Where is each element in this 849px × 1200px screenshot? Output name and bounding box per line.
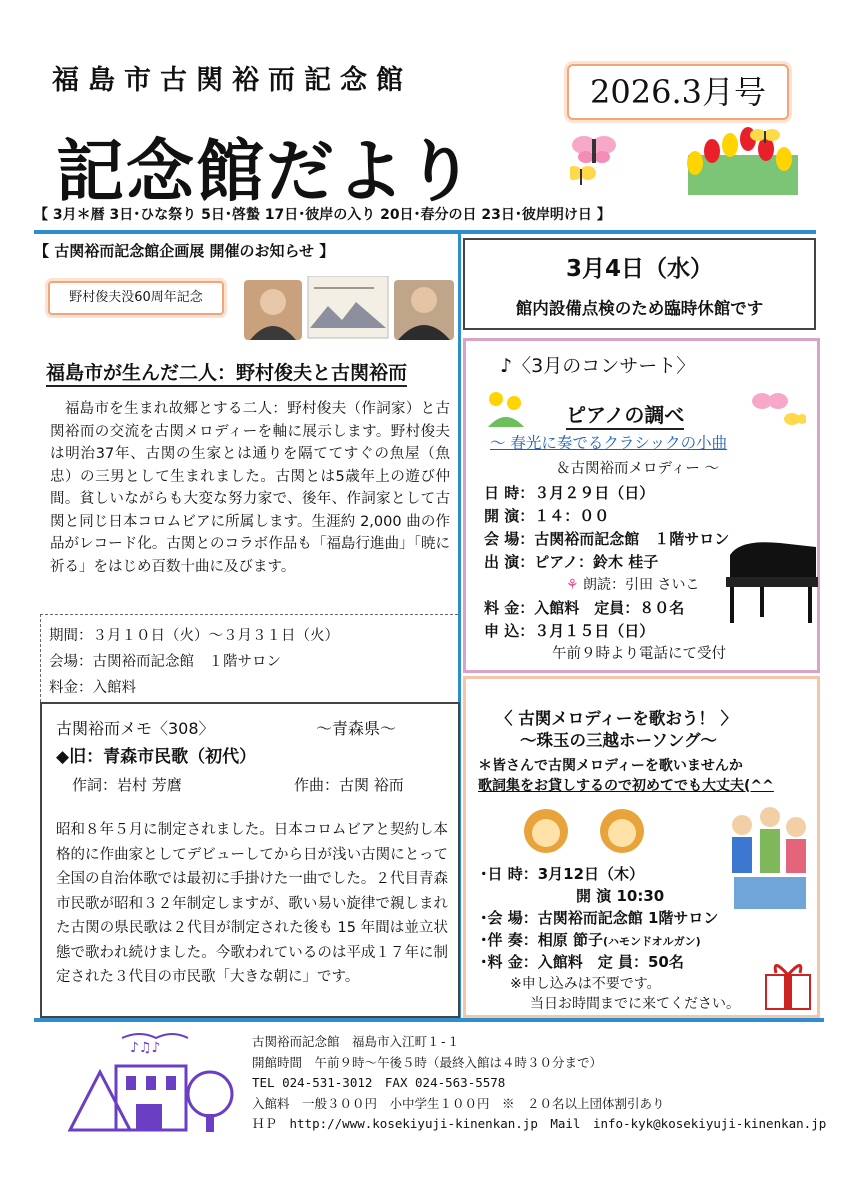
singalong-fee: ･料 金：入館料 定 員：50名 [480,953,684,971]
singalong-venue: ･会 場：古関裕而記念館 1階サロン [480,909,719,927]
singalong-title-2: ～珠玉の三越ホーソング～ [520,731,718,750]
concert-apply: 申 込：３月１５日（日） [484,622,655,640]
bottom-divider [34,1018,824,1022]
flower-icon [484,387,528,427]
portrait-photo [394,280,454,340]
monthly-calendar: 【 3月＊暦 3日･ひな祭り 5日･啓蟄 17日･彼岸の入り 20日･春分の日 23日･彼岸明け日 】 [34,207,611,223]
memo-region: ～青森県～ [316,719,397,738]
singalong-no-apply: ※申し込みは不要です。 [510,976,661,992]
concert-subtitle-2: ＆古関裕而メロディー ～ [556,461,719,477]
singalong-accompanist [480,929,701,950]
memo-box [40,702,460,1018]
singalong-note-2: 歌詞集をお貸しするので初めてでも大丈夫(^^ [478,778,774,794]
museum-building-illustration [60,1030,240,1140]
concert-start: 開 演：１４：００ [484,507,610,525]
singalong-box [463,676,820,1018]
singalong-arrive: 当日お時間までに来てください。 [530,996,740,1012]
butterfly-icon [570,166,596,185]
top-divider [34,230,816,234]
portrait-photo [244,280,302,340]
exhibit-section-head: 【 古関裕而記念館企画展 開催のお知らせ 】 [34,242,335,260]
concert-apply-note: 午前９時より電話にて受付 [552,646,726,662]
concert-subtitle-1: ～ 春光に奏でるクラシックの小曲 [490,434,728,452]
concert-box [463,338,820,673]
exhibit-body: 福島市を生まれ故郷とする二人：野村俊夫（作詞家）と古関裕而の交流を古関メロディーを軸に展示します。野村俊夫は明治37年、古関の生家とは通りを隔ててすぐの魚屋（魚忠）の三男として生まれました。古関とは5歳年上の遊び仲間。貧しいながらも大変な努力家で、後年、作詞家として古関と同じ日本コロムビアに所属します。生涯約 2,000 曲の作品がレコード化。古関とのコラボ作品も「福島行進曲」「暁に祈る」をはじめ百数十曲に及びます。 [50,401,450,575]
exhibit-fee: 料金：入館料 [49,680,136,696]
gift-box-icon [762,957,814,1013]
closure-text: 館内設備点検のため臨時休館です [515,299,764,318]
singalong-instrument: (ハモンドオルガン) [602,935,701,948]
piano-icon [720,537,820,629]
tulip-icon: ⚘ [566,577,579,593]
footer-admission: 入館料 一般３００円 小中学生１００円 ※ ２０名以上団体割引あり [252,1095,665,1111]
lion-icon [522,803,646,859]
spring-decoration [570,125,820,200]
memo-body: 昭和８年５月に制定されました。日本コロムビアと契約し本格的に作曲家としてデビューしてから日が浅い古関にとって全国の自治体歌では最初に手掛けた一曲でした。２代目青森市民歌が昭和３２年制定しますが、歌い易い旋律で親しまれた古関の県民歌は２代目が制定された後も 15 年間は並立状態で歌われ続けました。今歌われているのは平成１７年に制定された３代目の市民歌「大きな朝に」です。 [56,822,448,985]
exhibit-photos [244,276,456,342]
memo-composer: 作曲：古関 裕而 [294,776,404,794]
exhibit-heading: 福島市が生んだ二人：野村俊夫と古関裕而 [46,358,407,387]
closure-date: 3月4日（水） [565,256,713,282]
closure-notice [463,238,816,330]
concert-heading: ♪〈3月のコンサート〉 [500,355,696,377]
exhibit-venue: 会場：古関裕而記念館 １階サロン [49,654,281,670]
butterfly-icon [572,136,616,163]
museum-name: 福島市古関裕而記念館 [52,65,412,96]
concert-reader [566,574,699,594]
footer-phone: TEL 024-531-3012 FAX 024-563-5578 [252,1075,506,1090]
footer-hours: 開館時間 午前９時～午後５時（最終入館は４時３０分まで） [252,1054,603,1070]
svg-text:♪♫♪: ♪♫♪ [130,1040,161,1056]
issue-label: 2026.3月号 [567,64,789,120]
concert-venue: 会 場：古関裕而記念館 １階サロン [484,530,730,548]
singalong-title-1: 〈 古関メロディーを歌おう！ 〉 [496,709,738,728]
footer-address: 古関裕而記念館 福島市入江町１-１ [252,1034,460,1049]
concert-performer: 出 演：ピアノ：鈴木 桂子 [484,553,659,571]
butterfly-icon [750,387,806,433]
singalong-accompanist-name: ･伴 奏：相原 節子 [480,931,603,949]
footer-info [252,1032,826,1135]
exhibit-period: 期間：３月１０日（火）～３月３１日（火） [49,628,339,644]
memo-song: ◆旧：青森市民歌（初代） [56,747,257,767]
singalong-note-1: ＊皆さんで古関メロディーを歌いませんか [478,758,743,774]
concert-fee: 料 金：入館料 定員：８０名 [484,599,685,617]
exhibit-info-box [40,614,458,702]
memo-title: 古関裕而メモ〈308〉 [56,719,215,738]
concert-reader-text: 朗読：引田 さいこ [583,577,700,593]
singalong-start: 開 演 10:30 [576,887,665,905]
manuscript-painting [308,276,388,338]
memorial-label: 野村俊夫没60周年記念 [48,281,224,315]
singalong-date: ･日 時：3月12日（木） [480,865,645,883]
footer-web[interactable]: ＨＰ http://www.kosekiyuji-kinenkan.jp Mail info-kyk@kosekiyuji-kinenkan.jp [252,1116,827,1131]
memo-lyricist: 作詞：岩村 芳麿 [72,776,182,794]
concert-title: ピアノの調べ [566,399,684,430]
concert-date: 日 時：３月２９日（日） [484,484,655,502]
newsletter-title: 記念館だより [56,133,477,212]
singing-people-icon [720,797,820,913]
tulip-icon [687,127,798,195]
